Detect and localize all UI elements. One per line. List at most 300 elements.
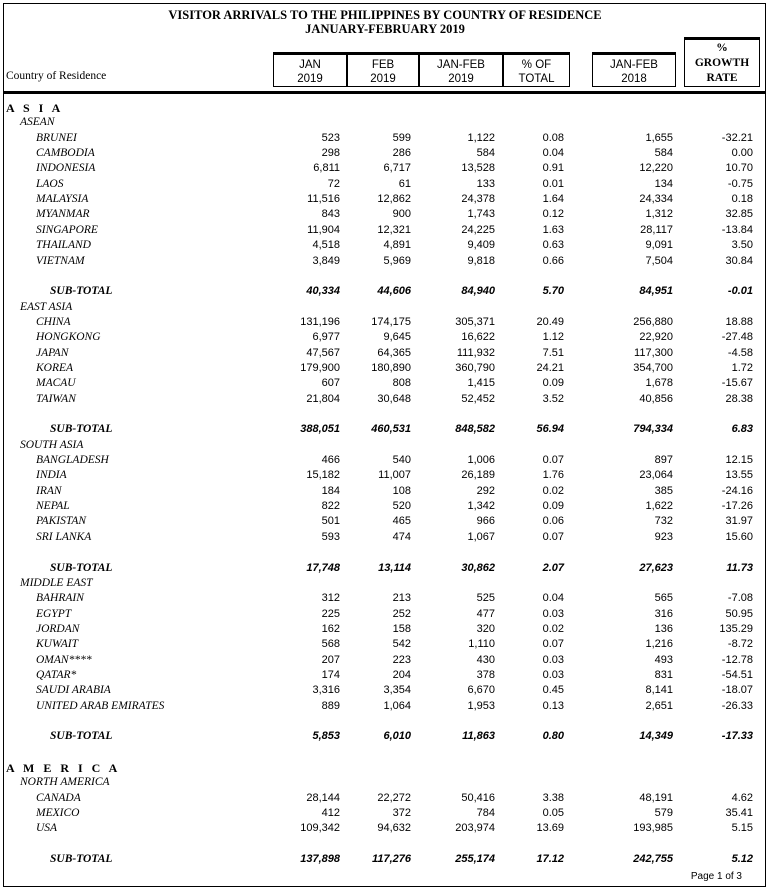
cell-value: 111,932 xyxy=(456,346,495,359)
cell-value: 11,516 xyxy=(307,193,340,206)
cell-value: 61 xyxy=(398,177,411,190)
cell-value: 21,804 xyxy=(306,392,340,405)
row-label: MEXICO xyxy=(36,807,80,820)
cell-value: 465 xyxy=(392,515,411,528)
row-label: MYANMAR xyxy=(36,208,90,221)
cell-value: 0.05 xyxy=(542,807,564,820)
table-row xyxy=(0,147,770,162)
cell-value: 298 xyxy=(321,147,340,160)
table-row xyxy=(0,377,770,392)
cell-value: 9,409 xyxy=(467,239,495,252)
page-number: Page 1 of 3 xyxy=(690,871,742,882)
table-row xyxy=(0,362,770,377)
cell-value: 0.02 xyxy=(542,622,564,635)
cell-value: 0.07 xyxy=(542,530,564,543)
cell-value: 131,196 xyxy=(300,315,340,328)
cell-value: 255,174 xyxy=(455,853,495,866)
cell-value: 1,743 xyxy=(467,208,495,221)
cell-value: 9,645 xyxy=(383,331,411,344)
cell-value: 0.66 xyxy=(542,254,564,267)
row-label: SINGAPORE xyxy=(36,223,98,236)
cell-value: 2,651 xyxy=(645,699,673,712)
table-row xyxy=(0,531,770,546)
cell-value: 477 xyxy=(476,607,495,620)
cell-value: 320 xyxy=(476,622,495,635)
cell-value: 26,189 xyxy=(461,469,495,482)
cell-value: 256,880 xyxy=(633,315,673,328)
cell-value: 13.69 xyxy=(536,822,564,835)
cell-value: -8.72 xyxy=(727,638,753,651)
cell-value: 207 xyxy=(321,653,340,666)
row-label: SUB-TOTAL xyxy=(50,730,113,743)
row-label: SUB-TOTAL xyxy=(50,285,113,298)
cell-value: 11,007 xyxy=(378,469,411,482)
subtotal-row xyxy=(0,562,770,577)
cell-value: 6,811 xyxy=(313,162,340,175)
cell-value: 0.03 xyxy=(542,607,564,620)
cell-value: 28,144 xyxy=(306,791,340,804)
cell-value: 84,951 xyxy=(639,285,673,298)
cell-value: 5,969 xyxy=(383,254,411,267)
cell-value: 579 xyxy=(654,807,673,820)
cell-value: 1,006 xyxy=(467,454,495,467)
cell-value: 0.08 xyxy=(542,131,564,144)
table-row xyxy=(0,700,770,715)
cell-value: 784 xyxy=(476,807,495,820)
cell-value: 30.84 xyxy=(725,254,753,267)
cell-value: 56.94 xyxy=(536,423,564,436)
table-row xyxy=(0,193,770,208)
cell-value: 50.95 xyxy=(725,607,753,620)
col-header-growth-rate xyxy=(684,37,760,87)
cell-value: 372 xyxy=(392,807,411,820)
cell-value: -18.07 xyxy=(721,684,753,697)
cell-value: 48,191 xyxy=(639,791,673,804)
cell-value: 162 xyxy=(321,622,340,635)
cell-value: 24,334 xyxy=(639,193,673,206)
row-label: IRAN xyxy=(36,484,62,497)
cell-value: 7,504 xyxy=(645,254,673,267)
cell-value: 12,220 xyxy=(639,162,673,175)
cell-value: 4,518 xyxy=(312,239,340,252)
col-header-line: 2018 xyxy=(621,73,647,85)
cell-value: 3.38 xyxy=(542,791,564,804)
table-row xyxy=(0,485,770,500)
cell-value: 203,974 xyxy=(455,822,495,835)
cell-value: 174,175 xyxy=(371,315,411,328)
table-row xyxy=(0,608,770,623)
report-title: VISITOR ARRIVALS TO THE PHILIPPINES BY COUNTRY OF RESIDENCE xyxy=(168,8,602,22)
cell-value: 1,953 xyxy=(467,699,495,712)
col-header-line: TOTAL xyxy=(518,73,555,85)
cell-value: 180,890 xyxy=(371,361,411,374)
cell-value: 117,276 xyxy=(372,853,411,866)
table-row xyxy=(0,162,770,177)
row-label: VIETNAM xyxy=(36,254,85,267)
row-label: BAHRAIN xyxy=(36,592,84,605)
cell-value: 1,216 xyxy=(645,638,673,651)
cell-value: 94,632 xyxy=(377,822,411,835)
subtotal-row xyxy=(0,853,770,868)
cell-value: 134 xyxy=(654,177,673,190)
col-header-jan-2019 xyxy=(273,52,347,87)
table-row xyxy=(0,807,770,822)
row-label: A M E R I C A xyxy=(6,761,121,776)
cell-value: 18.88 xyxy=(725,315,753,328)
cell-value: 137,898 xyxy=(300,853,340,866)
cell-value: 135.29 xyxy=(719,622,753,635)
cell-value: 1,067 xyxy=(467,530,495,543)
cell-value: -4.58 xyxy=(727,346,753,359)
cell-value: 5,853 xyxy=(312,730,340,743)
row-label: SUB-TOTAL xyxy=(50,853,113,866)
table-row xyxy=(0,208,770,223)
cell-value: 897 xyxy=(654,454,673,467)
table-row xyxy=(0,454,770,469)
row-label: SUB-TOTAL xyxy=(50,423,113,436)
cell-value: 44,606 xyxy=(377,285,411,298)
cell-value: 312 xyxy=(321,592,340,605)
cell-value: -54.51 xyxy=(721,668,753,681)
cell-value: -15.67 xyxy=(721,377,753,390)
table-row xyxy=(0,500,770,515)
cell-value: 7.51 xyxy=(542,346,564,359)
cell-value: 6.83 xyxy=(731,423,753,436)
row-label: JORDAN xyxy=(36,622,80,635)
col-header-line: JAN xyxy=(299,59,321,71)
table-row xyxy=(0,178,770,193)
spacer-row xyxy=(0,408,770,423)
table-row xyxy=(0,592,770,607)
row-label: INDIA xyxy=(36,469,67,482)
cell-value: 1,122 xyxy=(467,131,495,144)
cell-value: 3.50 xyxy=(731,239,753,252)
cell-value: 794,334 xyxy=(633,423,673,436)
table-row xyxy=(0,638,770,653)
region-heading xyxy=(0,101,770,116)
cell-value: 0.00 xyxy=(731,147,753,160)
cell-value: 108 xyxy=(392,484,411,497)
cell-value: 0.80 xyxy=(542,730,564,743)
cell-value: 1,622 xyxy=(645,500,673,513)
spacer-row xyxy=(0,546,770,561)
cell-value: 0.03 xyxy=(542,668,564,681)
cell-value: 0.02 xyxy=(542,484,564,497)
row-label: A S I A xyxy=(6,101,64,115)
cell-value: 6,670 xyxy=(467,684,495,697)
cell-value: 9,091 xyxy=(645,239,673,252)
cell-value: 1,415 xyxy=(467,377,495,390)
cell-value: 72 xyxy=(327,177,340,190)
spacer-row xyxy=(0,838,770,853)
cell-value: -24.16 xyxy=(721,484,753,497)
col-header-line: JAN-FEB xyxy=(610,59,658,71)
table-row xyxy=(0,224,770,239)
cell-value: 843 xyxy=(321,208,340,221)
cell-value: 204 xyxy=(392,668,411,681)
row-label: EGYPT xyxy=(36,607,72,620)
col-header-line: GROWTH xyxy=(694,57,750,69)
cell-value: -27.48 xyxy=(721,331,753,344)
cell-value: 889 xyxy=(321,699,340,712)
cell-value: 607 xyxy=(321,377,340,390)
cell-value: -0.01 xyxy=(727,285,753,298)
cell-value: 20.49 xyxy=(536,315,564,328)
col-header-line: FEB xyxy=(371,59,395,71)
subregion-heading xyxy=(0,116,770,131)
cell-value: 599 xyxy=(392,131,411,144)
cell-value: 1,312 xyxy=(645,208,673,221)
table-row xyxy=(0,132,770,147)
cell-value: 242,755 xyxy=(633,853,673,866)
subregion-heading xyxy=(0,577,770,592)
cell-value: 460,531 xyxy=(371,423,411,436)
cell-value: 0.06 xyxy=(542,515,564,528)
table-row xyxy=(0,393,770,408)
row-label: KUWAIT xyxy=(36,638,79,651)
cell-value: 5.15 xyxy=(731,822,753,835)
row-label: THAILAND xyxy=(36,239,91,252)
cell-value: 378 xyxy=(476,668,495,681)
cell-value: 16,622 xyxy=(461,331,495,344)
cell-value: 6,010 xyxy=(383,730,411,743)
row-label: MACAU xyxy=(36,377,76,390)
subregion-heading xyxy=(0,776,770,791)
cell-value: 12,321 xyxy=(377,223,411,236)
row-label: CHINA xyxy=(36,315,71,328)
cell-value: 117,300 xyxy=(634,346,673,359)
table-row xyxy=(0,239,770,254)
spacer-row xyxy=(0,715,770,730)
cell-value: 4,891 xyxy=(383,239,411,252)
cell-value: 568 xyxy=(321,638,340,651)
cell-value: 225 xyxy=(321,607,340,620)
cell-value: 412 xyxy=(321,807,340,820)
region-heading xyxy=(0,761,770,776)
cell-value: 3,849 xyxy=(312,254,340,267)
col-header-line: % OF xyxy=(521,59,552,71)
table-row xyxy=(0,331,770,346)
cell-value: 520 xyxy=(392,500,411,513)
cell-value: 28,117 xyxy=(640,223,673,236)
row-label: HONGKONG xyxy=(36,331,101,344)
cell-value: 13,528 xyxy=(461,162,495,175)
cell-value: 540 xyxy=(392,454,411,467)
row-label: NEPAL xyxy=(36,500,70,513)
cell-value: -13.84 xyxy=(721,223,753,236)
cell-value: 1,655 xyxy=(645,131,673,144)
row-label: SUB-TOTAL xyxy=(50,561,113,574)
row-label: ASEAN xyxy=(20,116,55,129)
header-rule xyxy=(3,91,766,94)
col-header-feb-2019 xyxy=(347,52,419,87)
cell-value: 136 xyxy=(654,622,673,635)
subtotal-row xyxy=(0,285,770,300)
subregion-heading xyxy=(0,439,770,454)
cell-value: 17.12 xyxy=(536,853,564,866)
cell-value: 10.70 xyxy=(725,162,753,175)
row-label: MALAYSIA xyxy=(36,193,89,206)
cell-value: 11.73 xyxy=(726,561,753,574)
cell-value: 158 xyxy=(392,622,411,635)
cell-value: 0.07 xyxy=(542,454,564,467)
country-column-header: Country of Residence xyxy=(6,70,107,82)
cell-value: 900 xyxy=(392,208,411,221)
cell-value: 28.38 xyxy=(725,392,753,405)
cell-value: 430 xyxy=(476,653,495,666)
row-label: INDONESIA xyxy=(36,162,96,175)
cell-value: -17.33 xyxy=(721,730,753,743)
cell-value: 732 xyxy=(654,515,673,528)
cell-value: 316 xyxy=(654,607,673,620)
cell-value: 223 xyxy=(392,653,411,666)
col-header-line: RATE xyxy=(706,72,738,84)
row-label: BRUNEI xyxy=(36,131,77,144)
cell-value: 1.72 xyxy=(731,361,753,374)
subtotal-row xyxy=(0,730,770,745)
cell-value: 831 xyxy=(654,668,673,681)
cell-value: 923 xyxy=(654,530,673,543)
spacer-row xyxy=(0,270,770,285)
cell-value: 388,051 xyxy=(300,423,340,436)
col-header-pct-total xyxy=(503,52,570,87)
cell-value: 848,582 xyxy=(455,423,495,436)
cell-value: -0.75 xyxy=(727,177,753,190)
cell-value: 501 xyxy=(321,515,340,528)
cell-value: 565 xyxy=(654,592,673,605)
row-label: BANGLADESH xyxy=(36,454,109,467)
cell-value: 292 xyxy=(476,484,495,497)
cell-value: 3,316 xyxy=(312,684,340,697)
cell-value: 174 xyxy=(321,668,340,681)
cell-value: 213 xyxy=(392,592,411,605)
cell-value: 466 xyxy=(321,454,340,467)
cell-value: 1,678 xyxy=(645,377,673,390)
cell-value: 0.45 xyxy=(542,684,564,697)
table-row xyxy=(0,623,770,638)
cell-value: 24.21 xyxy=(536,361,564,374)
row-label: OMAN**** xyxy=(36,653,92,666)
cell-value: 40,856 xyxy=(639,392,673,405)
cell-value: 133 xyxy=(476,177,495,190)
cell-value: 6,717 xyxy=(383,162,411,175)
cell-value: 52,452 xyxy=(461,392,495,405)
cell-value: 12.15 xyxy=(725,454,753,467)
cell-value: 0.18 xyxy=(731,193,753,206)
table-row xyxy=(0,316,770,331)
cell-value: 3.52 xyxy=(542,392,564,405)
cell-value: -12.78 xyxy=(721,653,753,666)
cell-value: 286 xyxy=(392,147,411,160)
cell-value: 0.07 xyxy=(542,638,564,651)
cell-value: 808 xyxy=(392,377,411,390)
cell-value: 966 xyxy=(476,515,495,528)
cell-value: 40,334 xyxy=(306,285,340,298)
cell-value: 24,225 xyxy=(461,223,495,236)
cell-value: 22,272 xyxy=(377,791,411,804)
row-label: LAOS xyxy=(36,177,64,190)
cell-value: 4.62 xyxy=(731,791,753,804)
table-row xyxy=(0,822,770,837)
cell-value: 193,985 xyxy=(633,822,673,835)
row-label: TAIWAN xyxy=(36,392,76,405)
col-header-janfeb-2019 xyxy=(419,52,503,87)
cell-value: 24,378 xyxy=(461,193,495,206)
cell-value: 109,342 xyxy=(300,822,340,835)
row-label: QATAR* xyxy=(36,668,77,681)
cell-value: -7.08 xyxy=(727,592,753,605)
cell-value: 27,623 xyxy=(639,561,673,574)
cell-value: 2.07 xyxy=(542,561,564,574)
cell-value: 1,064 xyxy=(383,699,411,712)
cell-value: 493 xyxy=(654,653,673,666)
cell-value: 584 xyxy=(476,147,495,160)
cell-value: 1,342 xyxy=(467,500,495,513)
row-label: CANADA xyxy=(36,791,81,804)
cell-value: 1.76 xyxy=(542,469,564,482)
row-label: NORTH AMERICA xyxy=(20,776,110,789)
row-label: SOUTH ASIA xyxy=(20,438,84,451)
cell-value: 15.60 xyxy=(725,530,753,543)
cell-value: 17,748 xyxy=(306,561,340,574)
cell-value: 11,863 xyxy=(462,730,495,743)
cell-value: 542 xyxy=(392,638,411,651)
col-header-janfeb-2018 xyxy=(592,52,676,87)
cell-value: 385 xyxy=(654,484,673,497)
cell-value: 13,114 xyxy=(378,561,411,574)
row-label: MIDDLE EAST xyxy=(20,576,93,589)
cell-value: 64,365 xyxy=(377,346,411,359)
row-label: UNITED ARAB EMIRATES xyxy=(36,699,165,712)
cell-value: 22,920 xyxy=(639,331,673,344)
cell-value: 0.01 xyxy=(542,177,564,190)
cell-value: 523 xyxy=(321,131,340,144)
cell-value: 593 xyxy=(321,530,340,543)
cell-value: 12,862 xyxy=(377,193,411,206)
table-row xyxy=(0,255,770,270)
row-label: KOREA xyxy=(36,361,74,374)
cell-value: 0.03 xyxy=(542,653,564,666)
row-label: EAST ASIA xyxy=(20,300,73,313)
cell-value: 354,700 xyxy=(633,361,673,374)
cell-value: 179,900 xyxy=(300,361,340,374)
cell-value: 5.12 xyxy=(731,853,753,866)
cell-value: 13.55 xyxy=(725,469,753,482)
cell-value: 525 xyxy=(476,592,495,605)
cell-value: 1.63 xyxy=(542,223,564,236)
cell-value: -26.33 xyxy=(721,699,753,712)
cell-value: 14,349 xyxy=(639,730,673,743)
table-row xyxy=(0,347,770,362)
cell-value: 0.13 xyxy=(542,699,564,712)
col-header-line: 2019 xyxy=(370,73,396,85)
table-row xyxy=(0,469,770,484)
col-header-line: % xyxy=(716,42,728,54)
row-label: SRI LANKA xyxy=(36,530,92,543)
cell-value: 0.04 xyxy=(542,592,564,605)
cell-value: 1.64 xyxy=(542,193,564,206)
subtotal-row xyxy=(0,423,770,438)
spacer-row xyxy=(0,746,770,761)
table-row xyxy=(0,654,770,669)
cell-value: 30,648 xyxy=(377,392,411,405)
cell-value: 15,182 xyxy=(306,469,340,482)
table-row xyxy=(0,515,770,530)
row-label: SAUDI ARABIA xyxy=(36,684,111,697)
cell-value: 6,977 xyxy=(312,331,340,344)
cell-value: 1,110 xyxy=(468,638,495,651)
col-header-line: JAN-FEB xyxy=(437,59,485,71)
